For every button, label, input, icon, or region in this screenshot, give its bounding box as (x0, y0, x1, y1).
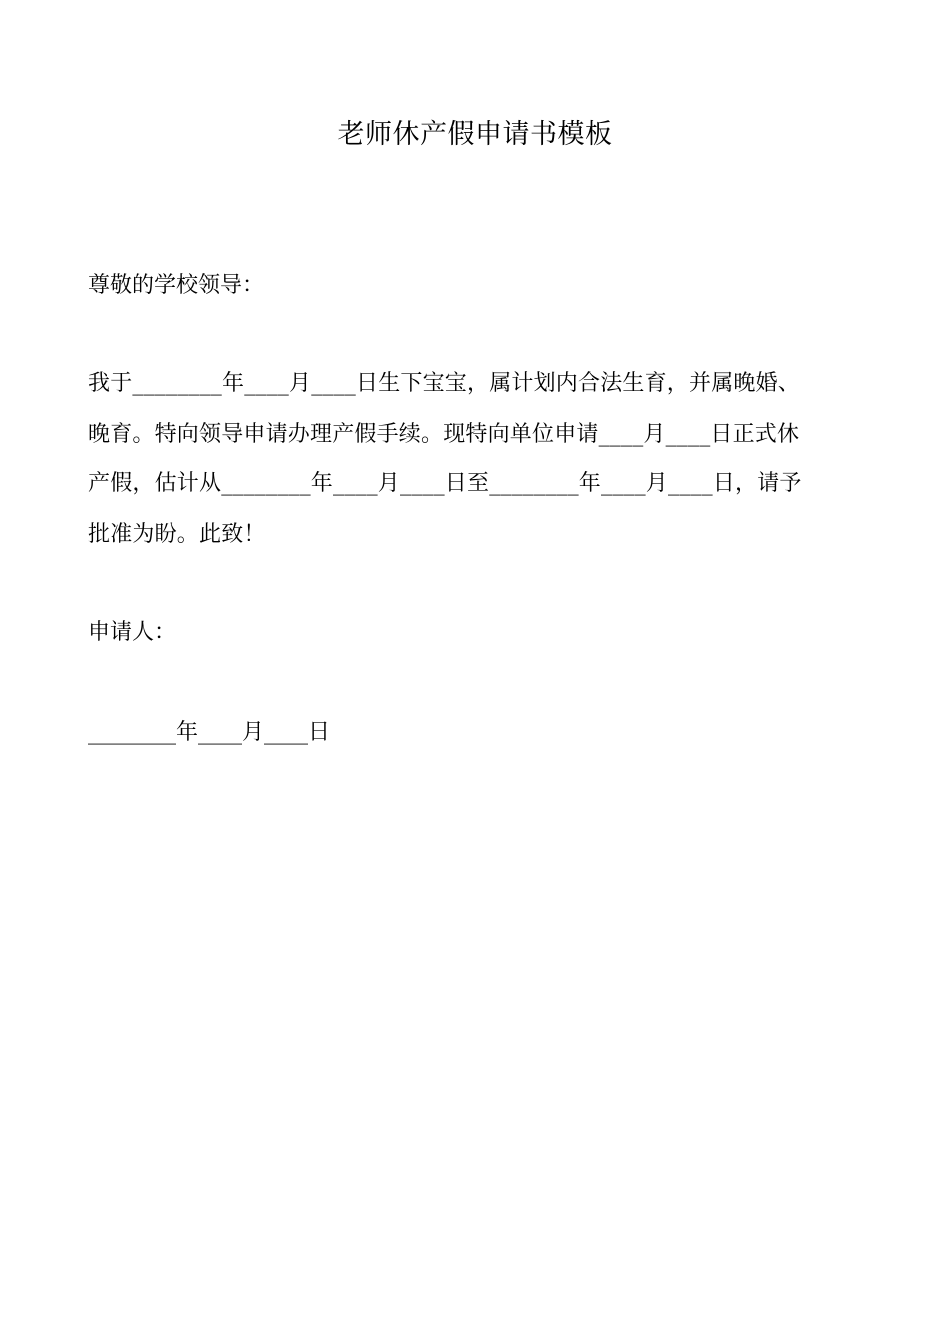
body-line-2: 晚育。特向领导申请办理产假手续。现特向单位申请____月____日正式休 (88, 422, 800, 447)
applicant-label: 申请人： (88, 620, 177, 645)
date-line: ________年____月____日 (88, 720, 331, 745)
body-line-1: 我于________年____月____日生下宝宝，属计划内合法生育，并属晚婚、 (88, 371, 801, 396)
document-title: 老师休产假申请书模板 (337, 119, 613, 150)
body-line-4: 批准为盼。此致！ (88, 522, 266, 547)
salutation: 尊敬的学校领导： (88, 273, 265, 298)
body-line-3: 产假，估计从________年____月____日至________年____月____日，请予 (88, 471, 802, 496)
